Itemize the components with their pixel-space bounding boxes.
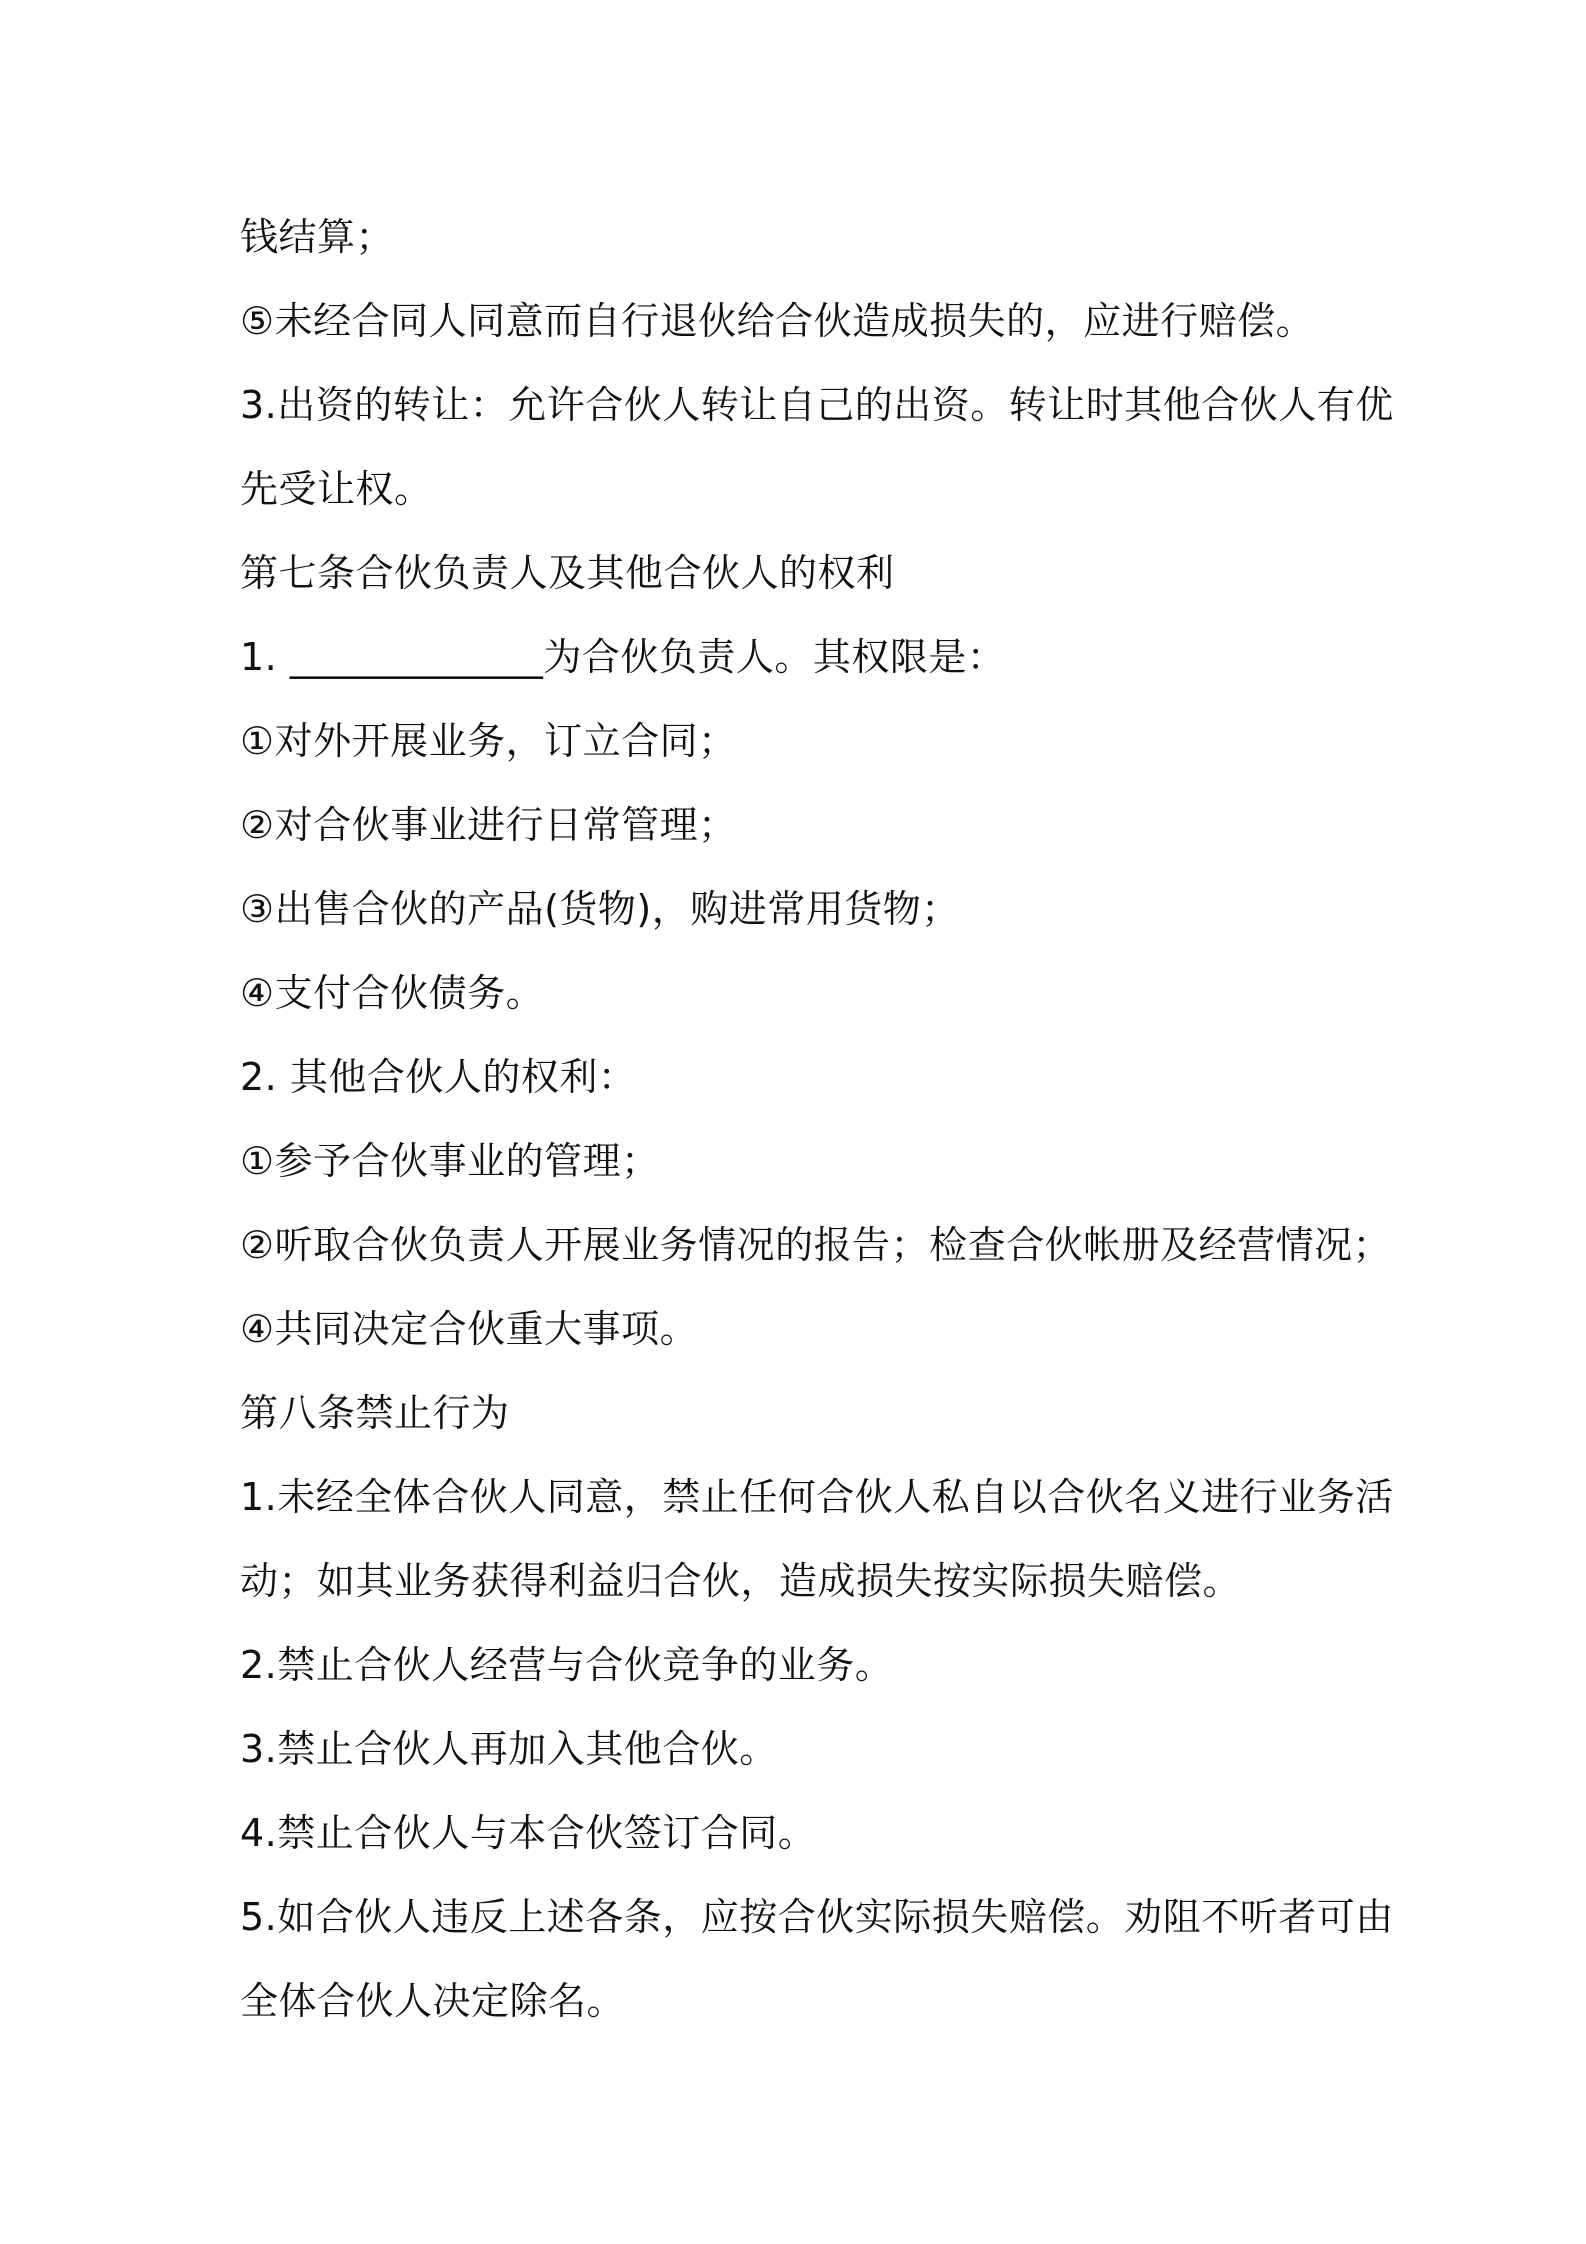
text-line: 3.出资的转让：允许合伙人转让自己的出资。转让时其他合伙人有优 bbox=[240, 383, 1394, 427]
text-line: 全体合伙人决定除名。 bbox=[240, 1979, 626, 2023]
text-line: 4.禁止合伙人与本合伙签订合同。 bbox=[240, 1811, 817, 1855]
text-line: ③出售合伙的产品(货物)，购进常用货物； bbox=[240, 887, 960, 931]
text-line: ⑤未经合同人同意而自行退伙给合伙造成损失的，应进行赔偿。 bbox=[240, 299, 1315, 343]
text-line: 1. _____________为合伙负责人。其权限是： bbox=[240, 635, 1006, 679]
text-line: 先受让权。 bbox=[240, 467, 433, 511]
text-line: 2.禁止合伙人经营与合伙竞争的业务。 bbox=[240, 1643, 894, 1687]
text-line: ④共同决定合伙重大事项。 bbox=[240, 1307, 699, 1351]
text-line: ①对外开展业务，订立合同； bbox=[240, 719, 737, 763]
text-line: 动；如其业务获得利益归合伙，造成损失按实际损失赔偿。 bbox=[240, 1559, 1242, 1603]
text-line: ②听取合伙负责人开展业务情况的报告；检查合伙帐册及经营情况； bbox=[240, 1223, 1392, 1267]
section-heading: 第七条合伙负责人及其他合伙人的权利 bbox=[240, 551, 895, 595]
text-line: 3.禁止合伙人再加入其他合伙。 bbox=[240, 1727, 778, 1771]
text-line: 2. 其他合伙人的权利： bbox=[240, 1055, 637, 1099]
text-line: ②对合伙事业进行日常管理； bbox=[240, 803, 737, 847]
text-line: 5.如合伙人违反上述各条，应按合伙实际损失赔偿。劝阻不听者可由 bbox=[240, 1895, 1394, 1939]
document-body bbox=[240, 195, 1394, 2043]
section-heading: 第八条禁止行为 bbox=[240, 1391, 510, 1435]
text-line: 钱结算； bbox=[240, 215, 395, 259]
text-line: 1.未经全体合伙人同意，禁止任何合伙人私自以合伙名义进行业务活 bbox=[240, 1475, 1394, 1519]
text-line: ④支付合伙债务。 bbox=[240, 971, 545, 1015]
text-line: ①参予合伙事业的管理； bbox=[240, 1139, 660, 1183]
